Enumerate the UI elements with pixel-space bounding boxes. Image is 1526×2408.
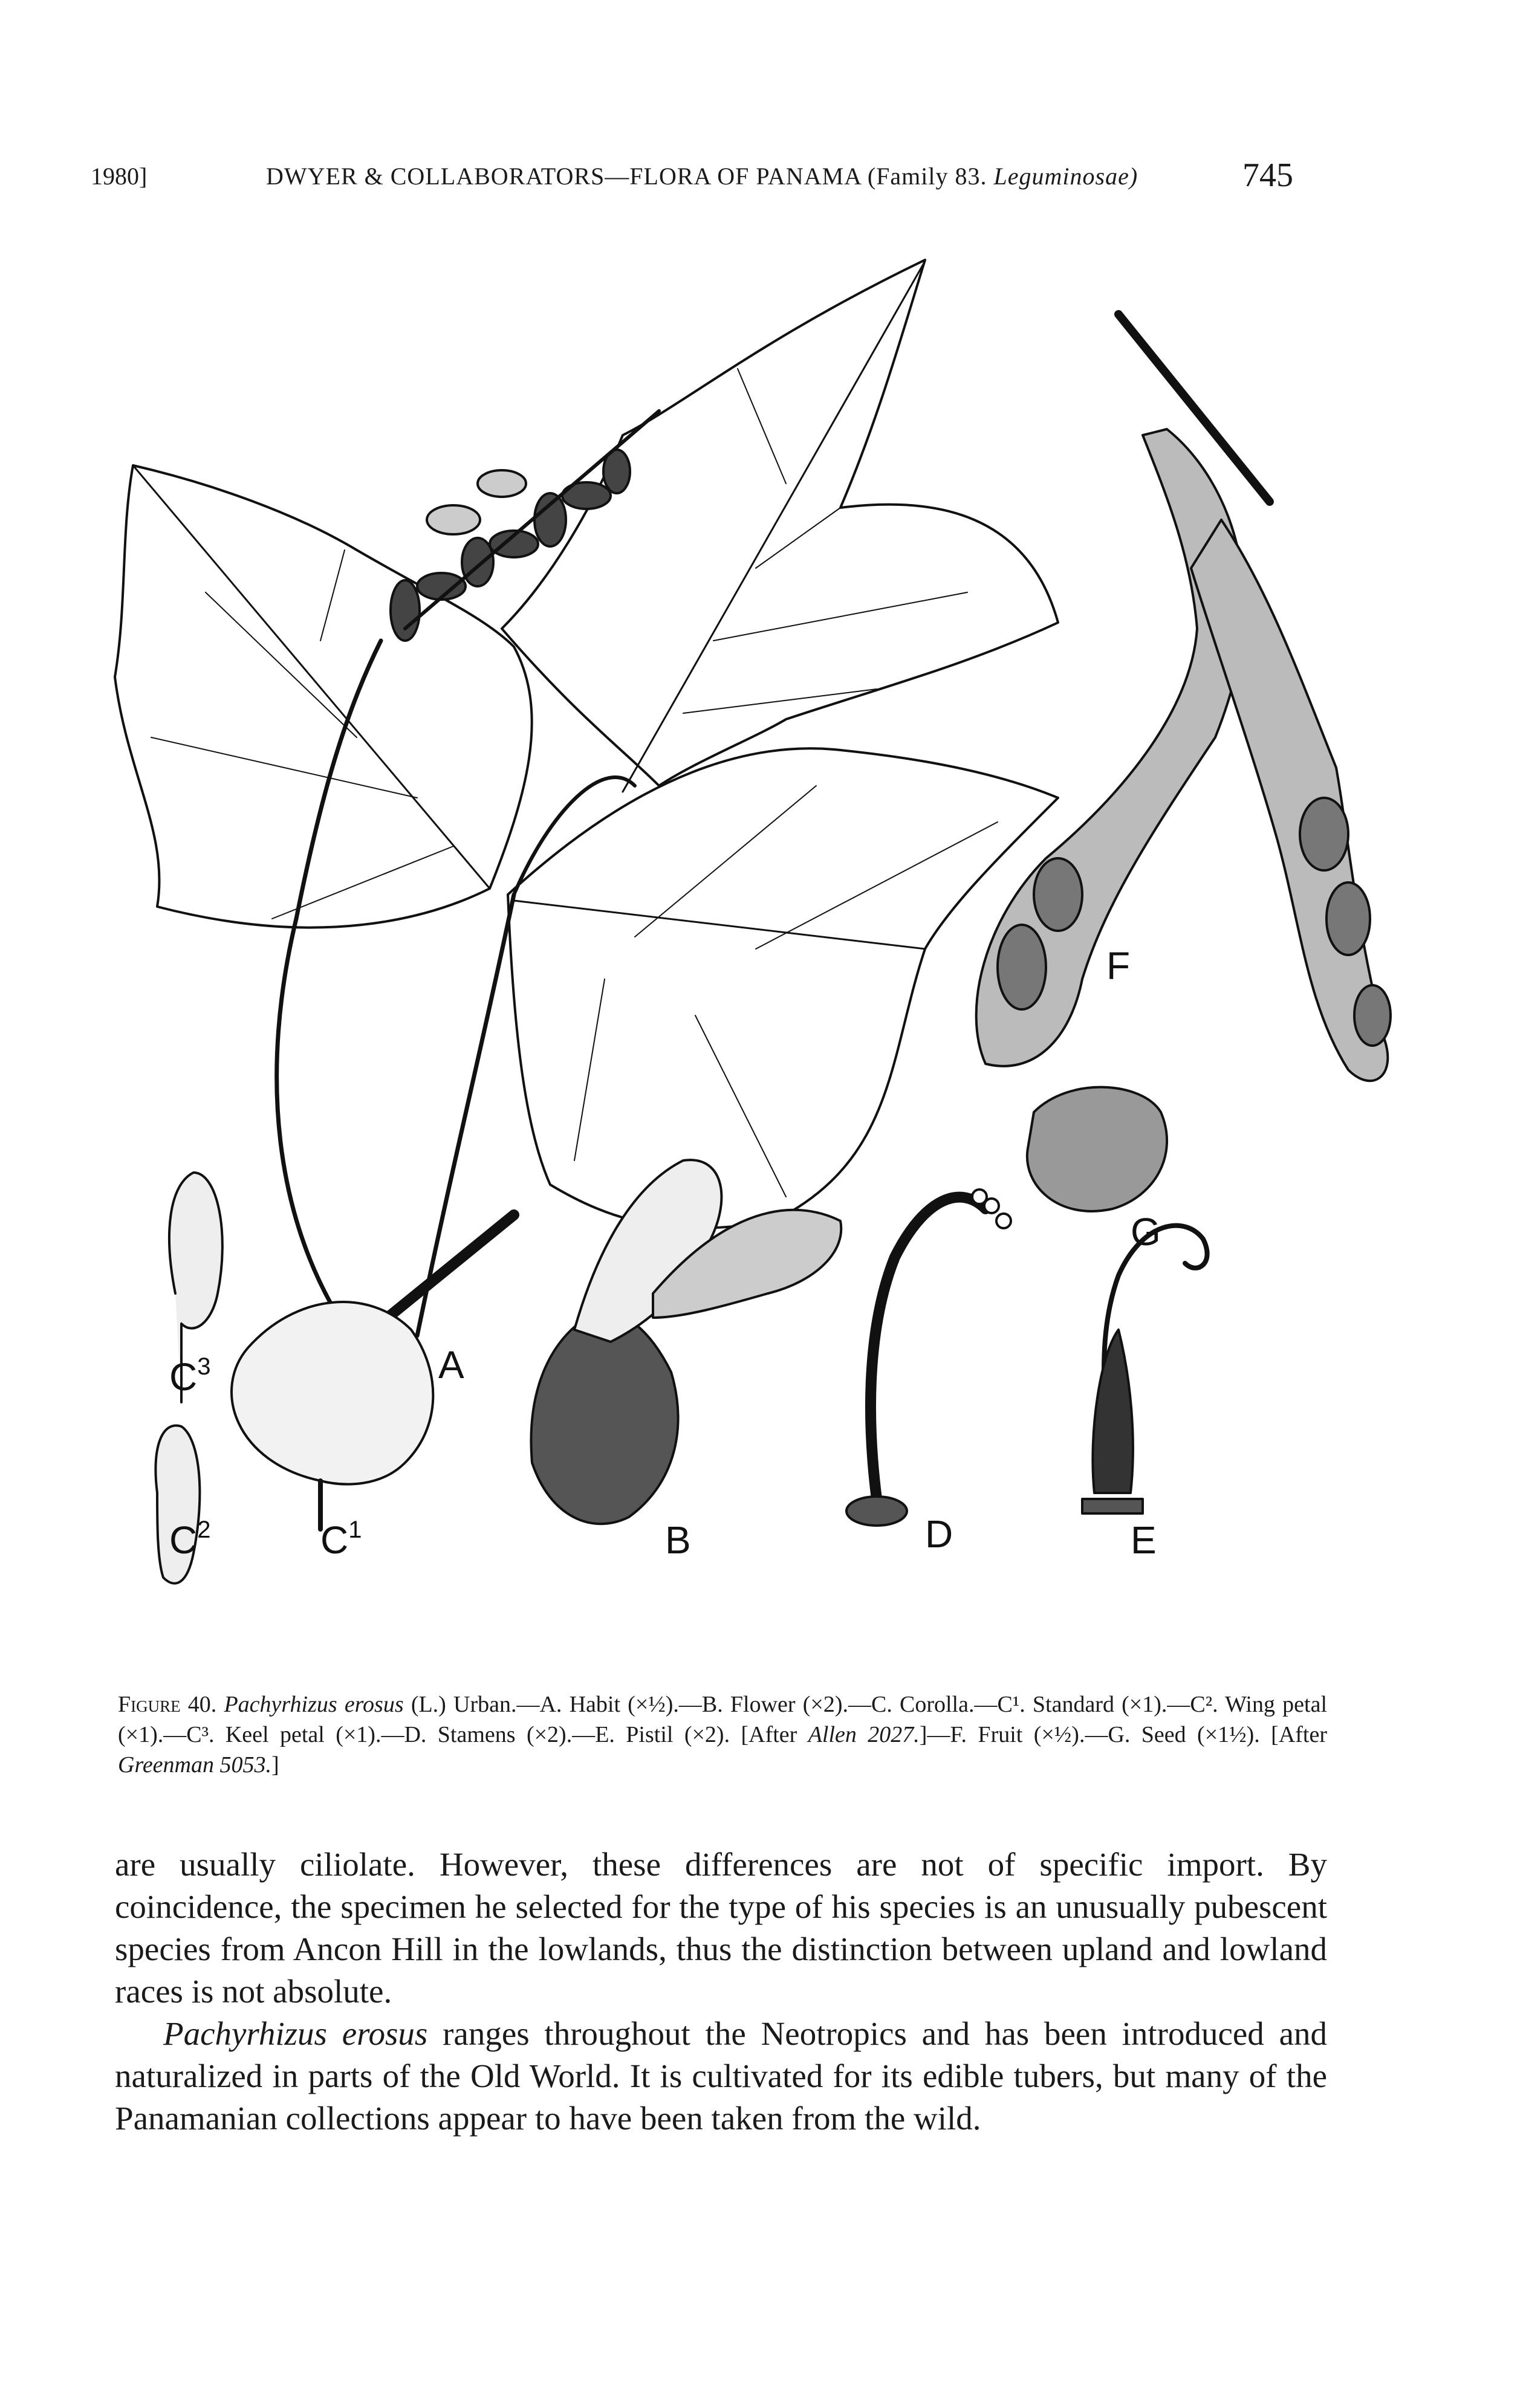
- botanical-illustration: [91, 254, 1433, 1668]
- paragraph-2: [115, 2013, 1327, 2140]
- caption-text-3: ]: [271, 1752, 279, 1778]
- label-c1: [320, 1516, 362, 1562]
- caption-text-2: ]—F. Fruit (×½).—G. Seed (×1½). [After: [919, 1722, 1328, 1747]
- caption-text-1: (L.) Urban.—A. Habit (×½).—B. Flower (×2).—C. Corolla.—C¹. Standard (×1).—C². Wing petal (×1).—C³. Keel petal (×1).—D. Stamens (×2).—E. Pistil (×2). [After: [118, 1692, 1328, 1747]
- body-text: [115, 1843, 1327, 2140]
- header-year: 1980]: [91, 163, 148, 190]
- habit-leaflet-upper: [502, 260, 1058, 792]
- habit-leaflet-left: [115, 465, 532, 928]
- page-number: 745: [1242, 157, 1293, 194]
- label-c1-sup: 1: [348, 1516, 362, 1543]
- paragraph-2-species: Pachyrhizus erosus: [163, 2015, 428, 2052]
- label-e: E: [1131, 1518, 1157, 1562]
- label-c3-sup: 3: [197, 1353, 211, 1380]
- label-c3-letter: C: [169, 1355, 198, 1399]
- illustration-canvas: [91, 254, 1433, 1668]
- seed-g: [1027, 1087, 1167, 1211]
- paragraph-2-text: ranges throughout the Neotropics and has been introduced and naturalized in parts of the Old World. It is cultivated for its edible tubers, but many of the Panamanian collections appear to have been taken from the wild.: [115, 2015, 1328, 2137]
- caption-figure-label: Figure: [118, 1692, 181, 1717]
- label-a: A: [438, 1343, 464, 1387]
- label-d: D: [925, 1512, 953, 1556]
- caption-figure-number: 40.: [187, 1692, 217, 1717]
- label-c2: [169, 1516, 210, 1562]
- label-c3: [169, 1353, 210, 1399]
- caption-species: Pachyrhizus erosus: [224, 1692, 404, 1717]
- habit-inflorescence: [391, 411, 659, 641]
- header-title: [266, 162, 1138, 190]
- stamens-d: [846, 1189, 1011, 1526]
- label-f: F: [1106, 944, 1131, 988]
- pistil-e: [1082, 1226, 1207, 1513]
- caption-collector-2: Greenman 5053.: [118, 1752, 271, 1778]
- fruit-pod-f: [976, 314, 1391, 1081]
- header-family: Leguminosae): [993, 163, 1138, 190]
- label-b: B: [665, 1518, 691, 1562]
- caption-collector-1: Allen 2027.: [808, 1722, 920, 1747]
- label-g: G: [1131, 1210, 1161, 1254]
- label-c2-sup: 2: [197, 1516, 211, 1543]
- standard-petal-c1: [232, 1302, 433, 1529]
- label-c1-letter: C: [320, 1518, 349, 1562]
- figure-caption: [118, 1689, 1327, 1780]
- flower-b: [531, 1160, 841, 1524]
- paragraph-1: are usually ciliolate. However, these differences are not of specific import. By coincidence, the specimen he selected for the type of his species is an unusually pubescent species from Ancon Hill in the lowlands, thus the distinction between upland and lowland races is not absolute.: [115, 1846, 1327, 2010]
- label-c2-letter: C: [169, 1518, 198, 1562]
- header-title-main: DWYER & COLLABORATORS—FLORA OF PANAMA (Family 83.: [266, 163, 987, 190]
- habit-leaflet-right: [508, 748, 1058, 1228]
